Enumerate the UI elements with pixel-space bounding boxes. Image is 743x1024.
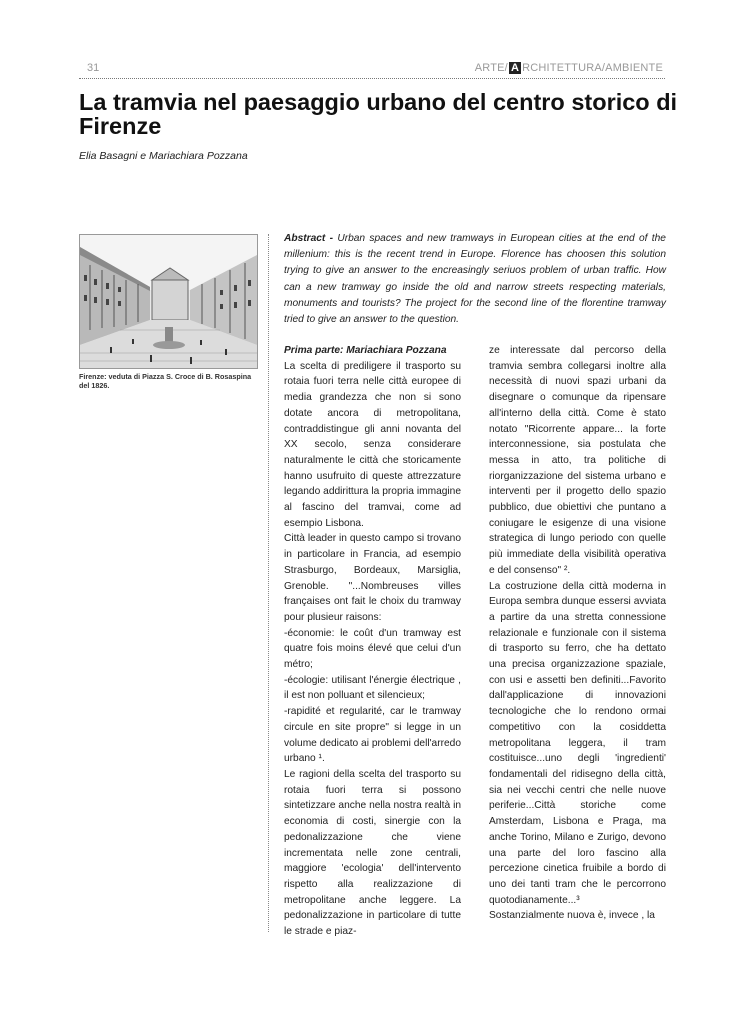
- text-column-left: [284, 343, 461, 940]
- paragraph: Sostanzialmente nuova è, invece , la: [489, 910, 655, 922]
- article-authors: Elia Basagni e Mariachiara Pozzana: [79, 150, 248, 162]
- section-label-prefix: ARTE/: [474, 62, 508, 74]
- running-header: [79, 60, 665, 79]
- section-subtitle: Prima parte: Mariachiara Pozzana: [284, 345, 447, 356]
- page-number: 31: [87, 62, 100, 74]
- text-column-right: [489, 343, 666, 924]
- abstract-label: Abstract -: [284, 233, 334, 244]
- paragraph: La costruzione della città moderna in Europa sembra dunque essersi avviata a partire da una stretta connessione relazionale e funzionale con il sistema di trasporto su ferro, che ha dettato una precisa organizzazione spaziale, con usi e assetti ben definiti...Favorito dall'applicazione di innovazioni tecnologiche che lo rendono ormai competitivo con la cosiddetta metropolitana leggera, il tram costituisce...uno degli 'ingredienti' fondamentali del ridisegno della città, sia nei vecchi centri che nelle nuove periferie...Città storiche come Amsterdam, Lisbona e Praga, ma anche Torino, Milano e Zurigo, devono una parte del loro fascino alla percezione cinetica fruibile a bordo di uno dei tanti tram che le percorrono quotodianamente...³: [489, 580, 666, 906]
- paragraph: -rapidité et regularité, car le tramway circule en site propre" si legge in un volume dedicato ai problemi dell'arredo urbano ¹.: [284, 706, 461, 765]
- column-divider: [268, 234, 269, 932]
- abstract-text: Urban spaces and new tramways in European cities at the end of the millenium: this is the recent trend in Europe. Florence has choosen this solution trying to give an answer to the encreasingly seriuos problem of urban traffic. How can a new tramway go inside the old and narrow streets respecting materials, monuments and tourists? The project for the second line of the florentine tramway tried to give an answer to the question.: [284, 233, 666, 326]
- figure-caption: Firenze: veduta di Piazza S. Croce di B. Rosaspina del 1826.: [79, 372, 252, 390]
- section-letter-box: A: [510, 62, 520, 74]
- paragraph: La scelta di prediligere il trasporto su rotaia fuori terra nelle città europee di media grandezza che non si sono dotate ancora di metropolitana, contraddistingue gli anni novanta del XX secolo, senza considerare naturalmente le città che storicamente hanno usufruito di queste attrezzature legando addirittura la propria immagine al fascino del tramvai, come ad esempio Lisbona.: [284, 360, 461, 529]
- section-label: [475, 62, 663, 74]
- engraving-image: [79, 234, 258, 369]
- abstract: [284, 231, 666, 328]
- paragraph: Città leader in questo campo si trovano in particolare in Francia, ad esempio Strasburgo, Bordeaux, Marsiglia, Grenoble. "...Nombreuses villes françaises ont fait le choix du tramway pour plusieur raisons:: [284, 533, 461, 623]
- paragraph: ze interessate dal percorso della tramvia sembra collegarsi inoltre alla necessità di nuovi spazi urbani da disegnare o comunque da ripensare all'interno della città. Come è stato notato "Ricorrente appare... la forte interconnessione, sia postulata che messa in atto, tra politiche di riorganizzazione del sistema urbano e interventi per il progetto dello spazio pubblico, due obiettivi che puntano a coniugare le esigenze di una visione strategica di lungo periodo con quelle più immediate della visibilità operativa e del consenso" ².: [489, 345, 666, 576]
- paragraph: Le ragioni della scelta del trasporto su rotaia fuori terra si possono sintetizzare anche nella nostra realtà in economia di costi, sinergie con la pedonalizzazione che viene incrementata nelle zone centrali, maggiore 'ecologia' dell'intervento rispetto alla realizzazione di metropolitane anche leggere. La pedonalizzazione in particolare di tutte le strade e piaz-: [284, 768, 461, 938]
- paragraph: -économie: le coût d'un tramway est quatre fois moins élevé que celui d'un métro;: [284, 627, 461, 671]
- section-label-suffix: RCHITETTURA/AMBIENTE: [522, 62, 663, 74]
- paragraph: -écologie: utilisant l'énergie électrique , il est non polluant et silencieux;: [284, 674, 461, 702]
- article-title: La tramvia nel paesaggio urbano del centro storico di Firenze: [79, 89, 678, 139]
